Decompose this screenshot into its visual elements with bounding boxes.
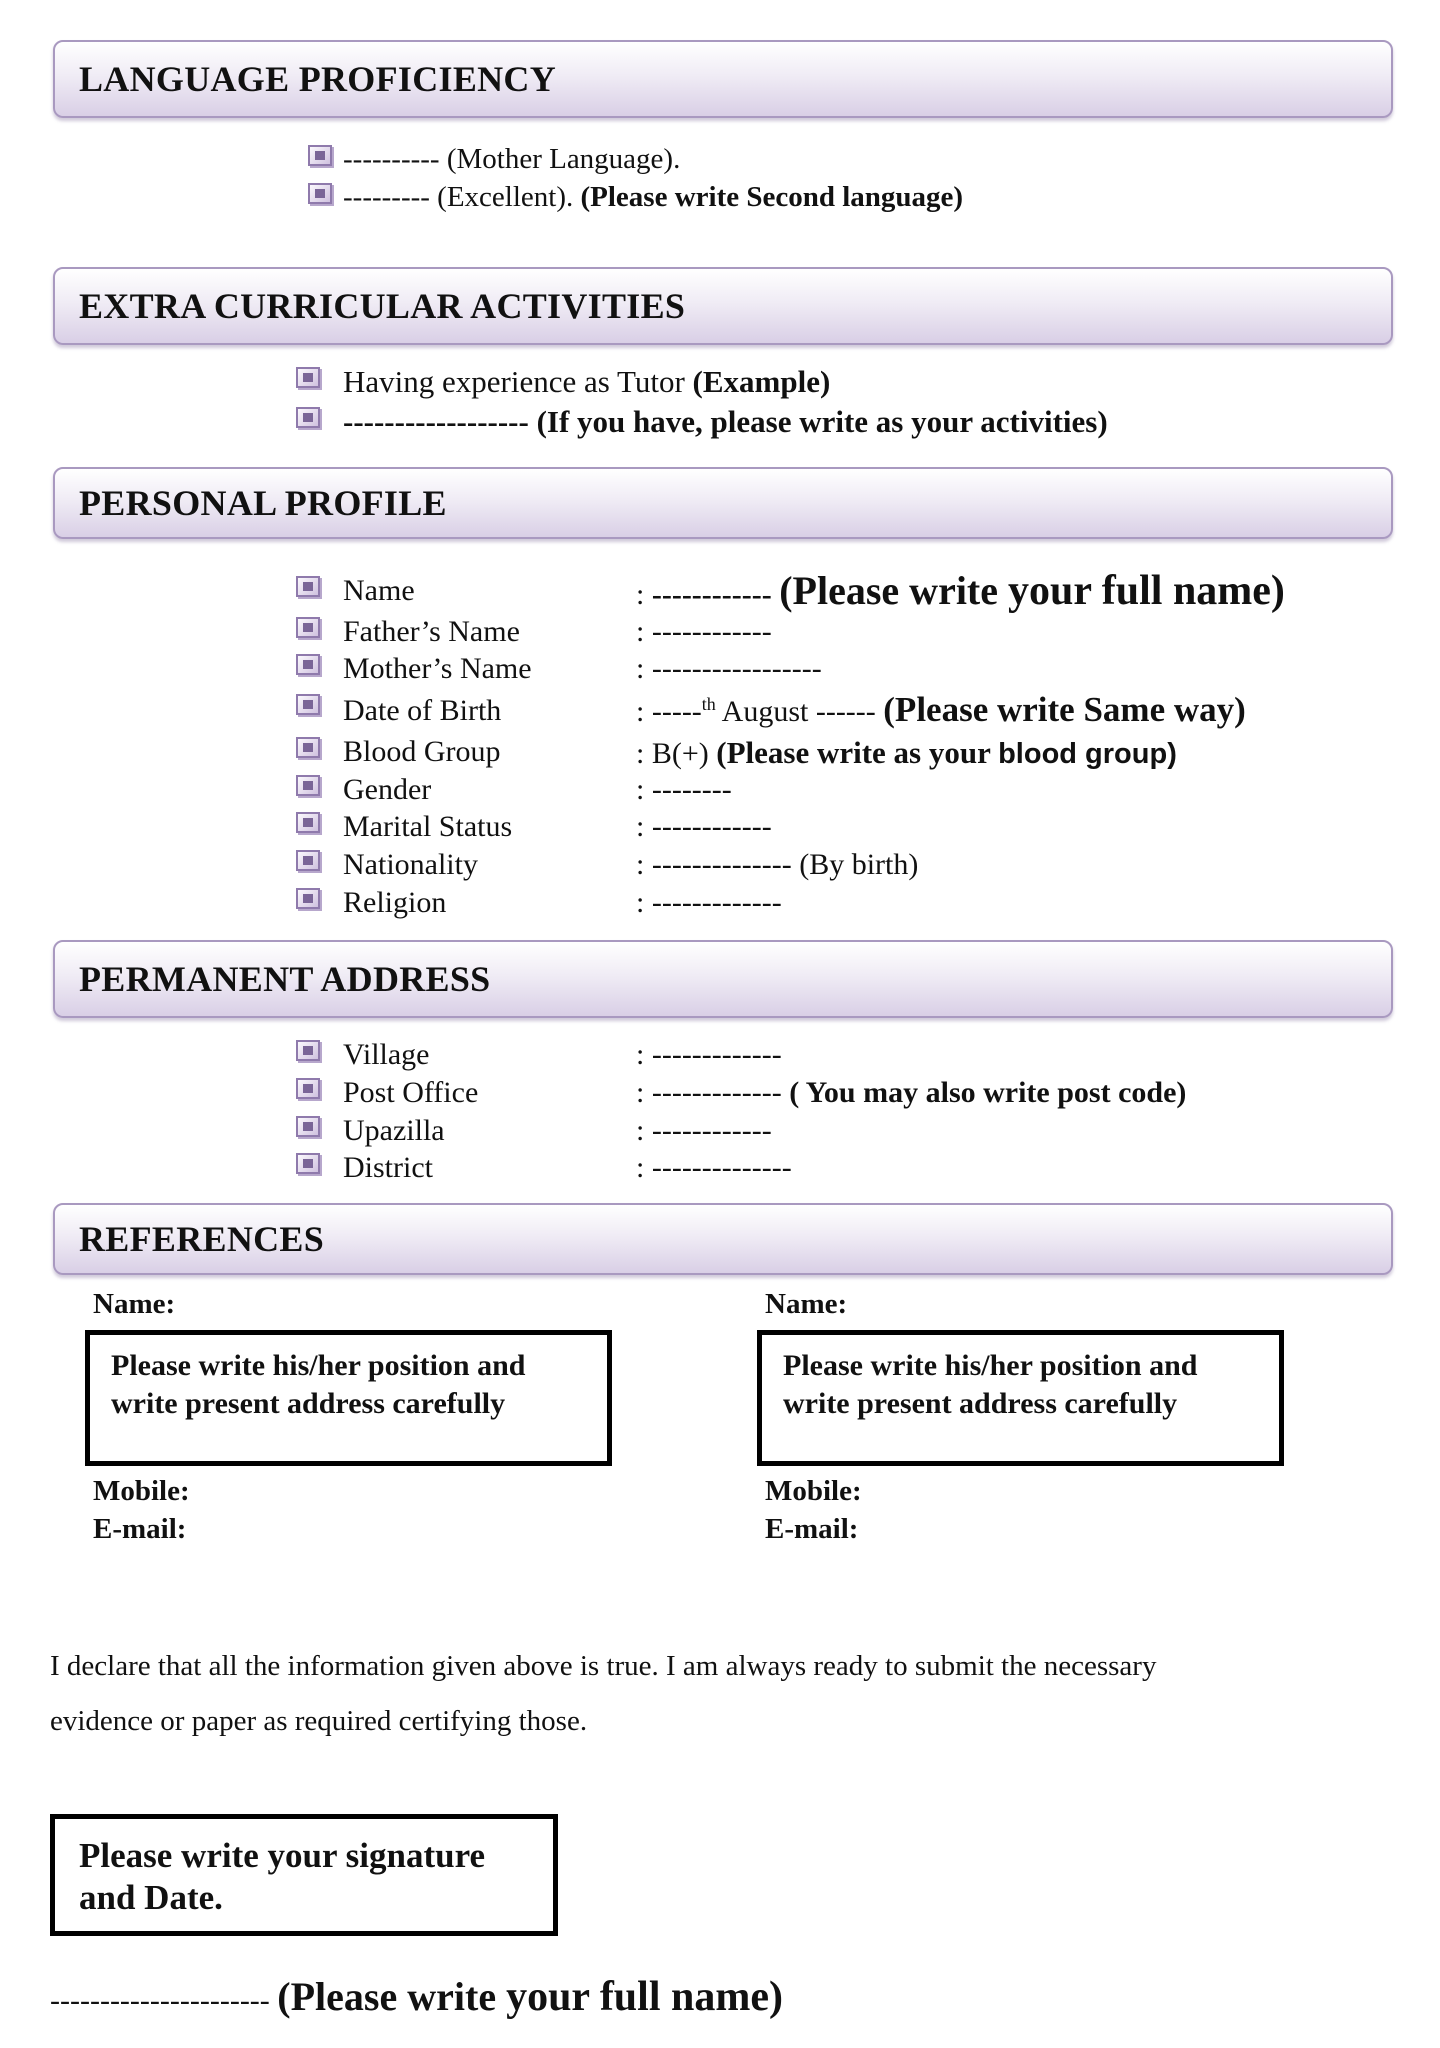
reference-2-email-label: E-mail: bbox=[765, 1513, 859, 1545]
address-value-village bbox=[636, 1040, 782, 1070]
value-text: -------------- (By birth) bbox=[651, 848, 919, 881]
declaration-line-2: evidence or paper as required certifying those. bbox=[50, 1705, 588, 1737]
bullet-icon bbox=[308, 145, 332, 166]
colon: : bbox=[636, 1038, 645, 1071]
value-dashes: ----- bbox=[651, 695, 702, 728]
bullet-icon bbox=[296, 407, 320, 428]
reference-1-box-line: Please write his/her position and bbox=[111, 1349, 526, 1382]
signature-note-emphasis: your full name) bbox=[506, 1974, 783, 2020]
permanent-address-header bbox=[53, 940, 1393, 1018]
address-label-village: Village bbox=[343, 1038, 430, 1071]
value-dashes: ------------- bbox=[651, 886, 782, 919]
colon: : bbox=[636, 886, 645, 919]
references-title: REFERENCES bbox=[79, 1219, 325, 1259]
value-text: B(+) bbox=[651, 737, 717, 770]
signature-note: (Please write bbox=[277, 1974, 507, 2019]
bullet-icon bbox=[296, 850, 320, 871]
references-header bbox=[53, 1203, 1393, 1275]
reference-1-box bbox=[85, 1330, 612, 1466]
signature-full-name bbox=[50, 1976, 783, 2018]
address-label-district: District bbox=[343, 1151, 433, 1184]
address-value-district bbox=[636, 1153, 792, 1183]
profile-value-gender bbox=[636, 775, 732, 805]
profile-value-mother bbox=[636, 654, 822, 684]
activity-item-2 bbox=[343, 406, 1108, 437]
colon: : bbox=[636, 578, 645, 611]
signature-dashes: ---------------------- bbox=[50, 1984, 278, 2017]
activity-item-text: Having experience as Tutor bbox=[343, 364, 693, 399]
address-label-post-office: Post Office bbox=[343, 1076, 479, 1109]
note: ( You may also write post code) bbox=[789, 1076, 1187, 1109]
bullet-icon bbox=[296, 367, 320, 388]
extra-curricular-header bbox=[53, 267, 1393, 345]
bullet-icon bbox=[296, 888, 320, 909]
note: (Please write as your bbox=[716, 735, 999, 770]
language-item-note: (Please write Second language) bbox=[580, 181, 964, 213]
profile-label-blood: Blood Group bbox=[343, 735, 501, 768]
colon: : bbox=[636, 1151, 645, 1184]
colon: : bbox=[636, 615, 645, 648]
reference-1-mobile-label: Mobile: bbox=[93, 1475, 190, 1507]
profile-value-religion bbox=[636, 888, 782, 918]
bullet-icon bbox=[296, 812, 320, 833]
activity-item-note: (Example) bbox=[692, 364, 831, 399]
colon: : bbox=[636, 1114, 645, 1147]
permanent-address-title: PERMANENT ADDRESS bbox=[79, 959, 491, 999]
activity-item-text: ------------------ (If you have, please write as your activities) bbox=[343, 404, 1108, 439]
profile-label-gender: Gender bbox=[343, 773, 432, 806]
reference-2-box-line: Please write his/her position and bbox=[783, 1349, 1198, 1382]
note: (Please write Same way) bbox=[883, 690, 1246, 729]
language-item-2 bbox=[343, 183, 963, 212]
reference-1-name-label: Name: bbox=[93, 1288, 176, 1320]
address-value-post-office bbox=[636, 1078, 1186, 1108]
activity-item-1 bbox=[343, 366, 830, 397]
bullet-icon bbox=[296, 1116, 320, 1137]
bullet-icon bbox=[296, 1078, 320, 1099]
superscript: th bbox=[701, 694, 716, 714]
value-dashes: ----------------- bbox=[651, 652, 822, 685]
bullet-icon bbox=[296, 617, 320, 638]
value-dashes: ------------ bbox=[651, 810, 772, 843]
profile-value-marital bbox=[636, 812, 772, 842]
profile-label-name: Name bbox=[343, 574, 415, 607]
reference-2-box bbox=[757, 1330, 1284, 1466]
profile-label-father: Father’s Name bbox=[343, 615, 520, 648]
reference-2-box-line: write present address carefully bbox=[783, 1387, 1178, 1420]
personal-profile-title: PERSONAL PROFILE bbox=[79, 483, 447, 523]
value-dashes: ------------- bbox=[651, 1076, 790, 1109]
language-proficiency-title: LANGUAGE PROFICIENCY bbox=[79, 59, 557, 99]
signature-box-line: and Date. bbox=[79, 1878, 223, 1917]
note-emphasis: your full name) bbox=[1008, 568, 1285, 614]
value-dashes: -------- bbox=[651, 773, 732, 806]
profile-value-father bbox=[636, 617, 772, 647]
bullet-icon bbox=[296, 576, 320, 597]
bullet-icon bbox=[296, 1040, 320, 1061]
colon: : bbox=[636, 652, 645, 685]
note-emphasis: blood group) bbox=[998, 738, 1177, 770]
language-item-text: --------- (Excellent). bbox=[343, 181, 581, 213]
bullet-icon bbox=[296, 737, 320, 758]
reference-2-mobile-label: Mobile: bbox=[765, 1475, 862, 1507]
profile-value-name bbox=[636, 570, 1285, 612]
extra-curricular-title: EXTRA CURRICULAR ACTIVITIES bbox=[79, 286, 686, 326]
colon: : bbox=[636, 773, 645, 806]
profile-label-marital: Marital Status bbox=[343, 810, 513, 843]
bullet-icon bbox=[296, 1153, 320, 1174]
bullet-icon bbox=[296, 654, 320, 675]
profile-label-dob: Date of Birth bbox=[343, 694, 502, 727]
value-dashes: ------------ bbox=[651, 1114, 772, 1147]
value-dashes: ------------ bbox=[651, 615, 772, 648]
declaration-line-1: I declare that all the information given above is true. I am always ready to submit the necessary bbox=[50, 1650, 1157, 1682]
bullet-icon bbox=[308, 183, 332, 204]
profile-label-mother: Mother’s Name bbox=[343, 652, 532, 685]
value-dashes: ------------ bbox=[651, 578, 772, 611]
colon: : bbox=[636, 737, 645, 770]
address-label-upazilla: Upazilla bbox=[343, 1114, 445, 1147]
signature-box bbox=[50, 1814, 558, 1936]
profile-label-religion: Religion bbox=[343, 886, 447, 919]
bullet-icon bbox=[296, 775, 320, 796]
value-dashes: ------------- bbox=[651, 1038, 782, 1071]
colon: : bbox=[636, 695, 645, 728]
colon: : bbox=[636, 848, 645, 881]
profile-value-blood bbox=[636, 737, 1177, 769]
value-dashes: -------------- bbox=[651, 1151, 792, 1184]
reference-1-email-label: E-mail: bbox=[93, 1513, 187, 1545]
reference-1-box-line: write present address carefully bbox=[111, 1387, 506, 1420]
language-item-text: ---------- (Mother Language). bbox=[343, 143, 681, 175]
language-proficiency-header bbox=[53, 40, 1393, 118]
value-month: August ------ bbox=[715, 695, 884, 728]
profile-label-nationality: Nationality bbox=[343, 848, 478, 881]
profile-value-nationality bbox=[636, 850, 918, 880]
personal-profile-header bbox=[53, 467, 1393, 539]
profile-value-dob bbox=[636, 692, 1246, 727]
colon: : bbox=[636, 810, 645, 843]
note: (Please write bbox=[779, 568, 1009, 613]
reference-2-name-label: Name: bbox=[765, 1288, 848, 1320]
colon: : bbox=[636, 1076, 645, 1109]
language-item-1 bbox=[343, 145, 680, 174]
bullet-icon bbox=[296, 694, 320, 715]
address-value-upazilla bbox=[636, 1116, 772, 1146]
signature-box-line: Please write your signature bbox=[79, 1836, 486, 1875]
